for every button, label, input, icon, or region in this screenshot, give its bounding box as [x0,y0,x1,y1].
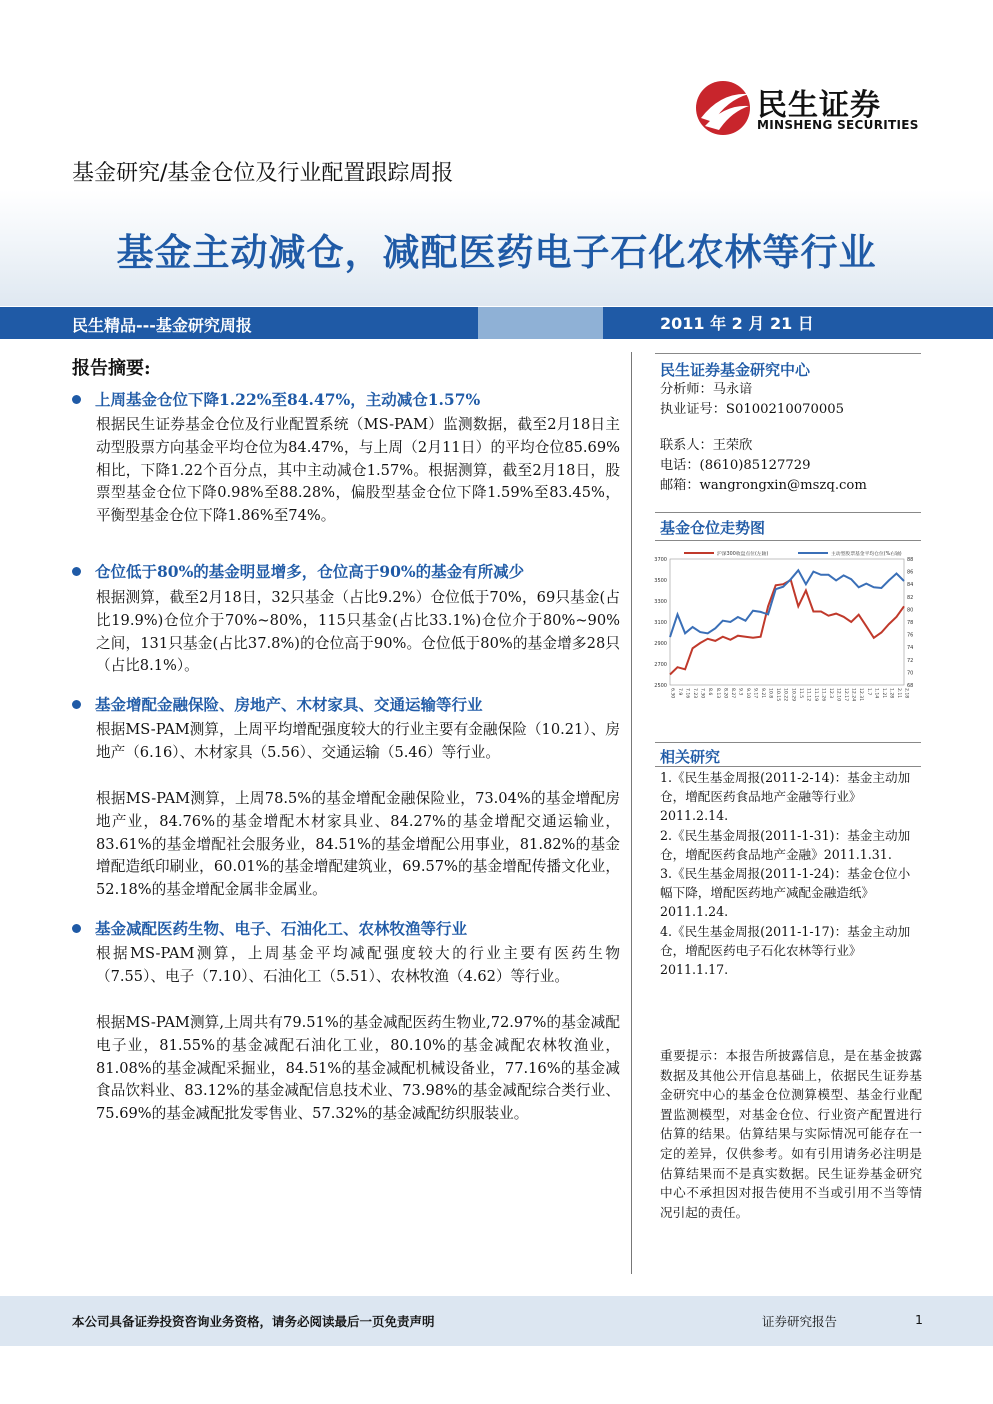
y-left-tick-label: 2700 [654,662,667,668]
y-left-tick-label: 3700 [654,557,667,563]
related-item[interactable]: 4.《民生基金周报(2011-1-17)：基金主动加仓，增配医药电子石化农林等行业》2011.1.17. [660,923,911,978]
report-category: 基金研究/基金仓位及行业配置跟踪周报 [72,161,454,186]
series-line [670,570,904,637]
x-tick-label: 11.19 [812,688,818,702]
x-tick-label: 1.7 [865,688,871,696]
phone: 电话：(8610)85127729 [660,458,811,473]
x-tick-label: 7.23 [692,688,698,699]
page-title: 基金主动减仓，减配医药电子石化农林等行业 [116,231,877,274]
x-tick-label: 10.15 [775,688,781,702]
related-research-list [660,768,922,979]
footer-disclaimer: 本公司具备证券投资咨询业务资格，请务必阅读最后一页免责声明 [72,1314,435,1329]
analyst: 分析师：马永谙 [660,382,753,397]
x-tick-label: 12.3 [828,688,834,699]
divider [655,353,921,354]
related-item[interactable]: 3.《民生基金周报(2011-1-24)：基金仓位小幅下降，增配医药地产减配金融造纸》2011.1.24. [660,866,911,920]
x-tick-label: 1.28 [888,688,894,699]
divider [655,540,921,541]
logo-cn: 民生证券 [757,88,881,123]
section-paragraph: 根据MS-PAM测算，上周平均增配强度较大的行业主要有金融保险（10.21）、房地产（6.16）、木材家具（5.56）、交通运输（5.46）等行业。 [96,721,620,761]
y-left-tick-label: 2900 [654,641,667,647]
divider [655,742,921,743]
y-left-tick-label: 3100 [654,620,667,626]
x-tick-label: 11.26 [820,688,826,702]
x-tick-label: 11.5 [797,688,803,699]
license-number: 执业证号：S0100210070005 [660,402,845,417]
x-tick-label: 12.24 [850,688,856,702]
y-right-tick-label: 68 [907,683,914,689]
series-line [670,580,904,675]
y-right-tick-label: 74 [907,645,914,652]
bullet-icon [72,700,81,709]
x-tick-label: 8.20 [722,688,728,699]
x-tick-label: 12.31 [858,688,864,702]
y-right-tick-label: 88 [907,557,914,563]
x-tick-label: 2.11 [895,688,901,699]
section-title: 上周基金仓位下降1.22%至84.47%，主动减仓1.57% [72,388,480,410]
summary-heading: 报告摘要: [72,358,151,379]
company-logo [693,78,923,138]
related-item[interactable]: 2.《民生基金周报(2011-1-31)：基金主动加仓，增配医药食品地产金融》2011.1.31. [660,827,911,862]
bullet-icon [72,567,81,576]
x-tick-label: 2.18 [903,688,909,699]
research-center: 民生证券基金研究中心 [660,361,811,379]
position-trend-chart [648,545,926,715]
x-tick-label: 8.6 [707,688,713,696]
x-tick-label: 10.8 [767,688,773,699]
bullet-icon [72,395,81,404]
x-tick-label: 10.22 [782,688,788,702]
y-left-tick-label: 2500 [654,683,667,689]
logo-mark-icon [693,78,753,138]
disclaimer-note: 重要提示：本报告所披露信息，是在基金披露数据及其他公开信息基础上，依据民生证券基金研究中心的基金仓位测算模型、基金行业配置监测模型，对基金仓位、行业资产配置进行估算的结果。估算结果与实际情况可能存在一定的差异，仅供参考。如有引用请务必注明是估算结果而不是真实数据。民生证券基金研究中心不承担因对报告使用不当或引用不当等情况引起的责任。 [660,1048,922,1220]
x-tick-label: 6.30 [669,688,675,699]
bullet-icon [72,924,81,933]
y-left-tick-label: 3500 [654,578,667,584]
x-tick-label: 11.12 [805,688,811,702]
logo-en: MINSHENG SECURITIES [757,118,919,132]
section-title: 基金减配医药生物、电子、石油化工、农林牧渔等行业 [72,917,467,939]
legend-label: 沪深300收盘点位(左轴) [717,552,769,557]
x-tick-label: 7.9 [677,688,683,696]
x-tick-label: 7.30 [699,688,705,699]
x-tick-label: 12.10 [835,688,841,702]
section-title: 仓位低于80%的基金明显增多，仓位高于90%的基金有所减少 [72,560,524,582]
y-right-tick-label: 70 [907,670,914,677]
y-right-tick-label: 72 [907,657,914,664]
page-number: 1 [915,1312,923,1327]
email: 邮箱：wangrongxin@mszq.com [660,478,867,493]
section-paragraph: 根据MS-PAM测算,上周共有79.51%的基金减配医药生物业,72.97%的基金减配电子业，81.55%的基金减配石油化工业，80.10%的基金减配农林牧渔业，81.08%的基金减配采掘业，84.51%的基金减配机械设备业，77.16%的基金减食品饮料业、83.12%的基金减配信息技术业、73.98%的基金减配综合类行业、75.69%的基金减配批发零售业、57.32%的基金减配纺织服装业。 [96,1014,620,1123]
legend-label: 主动型股票基金平均仓位(%右轴) [831,552,902,557]
related-item[interactable]: 1.《民生基金周报(2011-2-14)：基金主动加仓，增配医药食品地产金融等行业》2011.2.14. [660,770,911,824]
y-right-tick-label: 82 [907,594,914,601]
x-tick-label: 8.13 [714,688,720,699]
x-tick-label: 1.21 [880,688,886,699]
x-tick-label: 8.27 [729,688,735,699]
x-tick-label: 9.21 [760,688,766,699]
plot-frame [670,559,904,685]
section-paragraph: 根据MS-PAM测算，上周78.5%的基金增配金融保险业，73.04%的基金增配房地产业，84.76%的基金增配木材家具业、84.27%的基金增配交通运输业，83.61%的基金增配社会服务业，84.51%的基金增配公用事业，81.82%的基金增配造纸印刷业，60.01%的基金增配建筑业，69.57%的基金增配传播文化业，52.18%的基金增配金属非金属业。 [96,790,620,899]
y-right-tick-label: 76 [907,632,914,639]
section-title: 基金增配金融保险、房地产、木材家具、交通运输等行业 [72,693,483,715]
y-right-tick-label: 84 [907,582,914,589]
y-right-tick-label: 80 [907,607,914,614]
chart-heading: 基金仓位走势图 [660,519,766,537]
series-name: 民生精品---基金研究周报 [72,316,252,335]
y-left-tick-label: 3300 [654,599,667,605]
y-right-tick-label: 78 [907,620,914,626]
contact-person: 联系人：王荣欣 [660,438,753,453]
divider [655,766,921,767]
section-paragraph: 根据民生证券基金仓位及行业配置系统（MS-PAM）监测数据，截至2月18日主动型股票方向基金平均仓位为84.47%，与上周（2月11日）的平均仓位85.69%相比，下降1.22个百分点，其中主动减仓1.57%。根据测算，截至2月18日，股票型基金仓位下降0.98%至88.28%，偏股型基金仓位下降1.59%至83.45%，平衡型基金仓位下降1.86%至74%。 [96,416,620,525]
divider [655,512,921,513]
x-tick-label: 9.17 [752,688,758,699]
x-tick-label: 1.14 [873,688,879,699]
report-date: 2011 年 2 月 21 日 [660,314,814,333]
related-heading: 相关研究 [660,748,721,766]
y-right-tick-label: 86 [907,569,914,576]
footer-label: 证券研究报告 [762,1314,838,1329]
section-paragraph: 根据测算，截至2月18日，32只基金（占比9.2%）仓位低于70%，69只基金(占比19.9%)仓位介于70%~80%，115只基金(占比33.1%)仓位介于80%~90%之间，131只基金(占比37.8%)的仓位高于90%。仓位低于80%的基金增多28只（占比8.1%）。 [96,589,620,675]
column-divider [631,352,632,1274]
x-tick-label: 9.3 [737,688,743,696]
x-tick-label: 9.10 [744,688,750,699]
x-tick-label: 10.29 [790,688,796,702]
section-paragraph: 根据MS-PAM测算，上周基金平均减配强度较大的行业主要有医药生物（7.55）、电子（7.10）、石油化工（5.51）、农林牧渔（4.62）等行业。 [96,945,620,985]
x-tick-label: 12.17 [843,688,849,702]
x-tick-label: 7.16 [684,688,690,699]
